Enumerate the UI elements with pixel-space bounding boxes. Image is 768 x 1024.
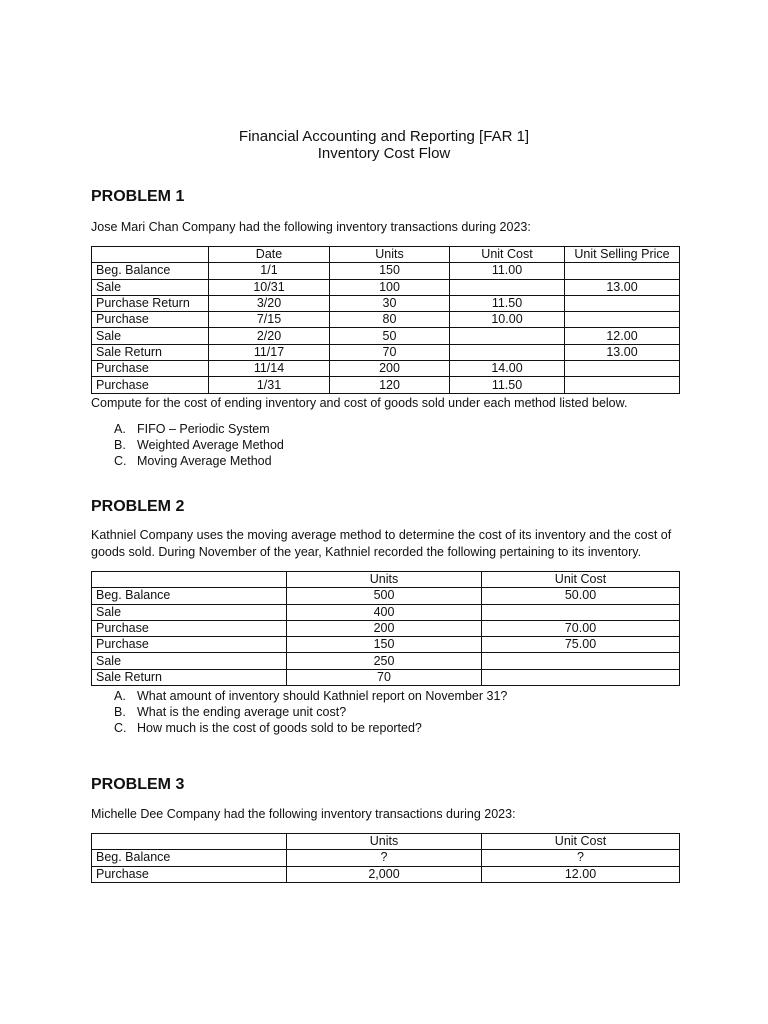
table-cell: 50.00: [482, 588, 680, 604]
table-cell: Sale Return: [92, 344, 209, 360]
table-cell: 10/31: [209, 279, 330, 295]
table-cell: [482, 604, 680, 620]
table-header-row: [92, 247, 680, 263]
list-item: [114, 437, 284, 453]
table-cell: [565, 312, 680, 328]
list-text: Weighted Average Method: [137, 438, 284, 453]
topic-title: Inventory Cost Flow: [317, 145, 451, 162]
table-row: [92, 669, 680, 685]
list-text: What is the ending average unit cost?: [137, 705, 347, 720]
list-text: Moving Average Method: [137, 454, 272, 469]
table-cell: 70.00: [482, 620, 680, 636]
table-cell: [565, 263, 680, 279]
table-cell: 11.00: [450, 263, 565, 279]
table-row: [92, 620, 680, 636]
table-cell: 400: [287, 604, 482, 620]
problem-2-questions-list: [114, 688, 507, 737]
list-text: FIFO – Periodic System: [137, 422, 270, 436]
list-item: [114, 421, 284, 437]
table-cell: 7/15: [209, 312, 330, 328]
table-header-row: [92, 572, 680, 588]
table-cell: 1/1: [209, 263, 330, 279]
table-cell: 200: [287, 620, 482, 636]
problem-1-methods-list: [114, 421, 284, 470]
table-cell: 150: [287, 637, 482, 653]
table-header-cell: Unit Cost: [482, 834, 680, 850]
list-item: [114, 688, 507, 704]
table-cell: 1/31: [209, 377, 330, 393]
table-cell: ?: [287, 850, 482, 866]
table-cell: Purchase: [92, 377, 209, 393]
table-row: [92, 361, 680, 377]
problem-1-table: [91, 246, 680, 394]
table-cell: 12.00: [482, 866, 680, 882]
table-cell: 11.50: [450, 377, 565, 393]
table-cell: Purchase: [92, 637, 287, 653]
table-cell: 11.50: [450, 295, 565, 311]
table-cell: Beg. Balance: [92, 850, 287, 866]
table-row: [92, 653, 680, 669]
table-cell: 200: [330, 361, 450, 377]
table-cell: Purchase: [92, 312, 209, 328]
table-cell: 2/20: [209, 328, 330, 344]
list-marker: C.: [114, 721, 127, 736]
table-row: [92, 279, 680, 295]
list-marker: A.: [114, 689, 126, 703]
list-marker: B.: [114, 438, 126, 453]
table-row: [92, 377, 680, 393]
table-cell: 12.00: [565, 328, 680, 344]
table-cell: 2,000: [287, 866, 482, 882]
table-cell: 30: [330, 295, 450, 311]
list-marker: C.: [114, 454, 127, 469]
table-row: [92, 866, 680, 882]
list-item: [114, 453, 284, 469]
list-marker: A.: [114, 422, 126, 436]
table-header-cell: Units: [287, 572, 482, 588]
table-cell: 3/20: [209, 295, 330, 311]
table-cell: [482, 669, 680, 685]
table-cell: 100: [330, 279, 450, 295]
table-cell: Purchase: [92, 866, 287, 882]
table-cell: 70: [330, 344, 450, 360]
table-header-cell: Unit Cost: [450, 247, 565, 263]
list-item: [114, 720, 507, 736]
table-cell: 75.00: [482, 637, 680, 653]
problem-1-title: PROBLEM 1: [91, 188, 185, 205]
table-cell: 13.00: [565, 344, 680, 360]
problem-3-table: [91, 833, 680, 883]
table-cell: Sale Return: [92, 669, 287, 685]
table-header-cell: Unit Cost: [482, 572, 680, 588]
table-cell: 250: [287, 653, 482, 669]
table-row: [92, 328, 680, 344]
table-cell: Beg. Balance: [92, 263, 209, 279]
table-cell: Beg. Balance: [92, 588, 287, 604]
table-cell: 10.00: [450, 312, 565, 328]
table-cell: 13.00: [565, 279, 680, 295]
table-header-cell: Units: [330, 247, 450, 263]
problem-3-intro: Michelle Dee Company had the following inventory transactions during 2023:: [91, 807, 516, 821]
table-cell: 50: [330, 328, 450, 344]
table-row: [92, 604, 680, 620]
document-header: [0, 128, 768, 162]
table-cell: 120: [330, 377, 450, 393]
table-cell: [565, 361, 680, 377]
table-cell: [565, 295, 680, 311]
list-marker: B.: [114, 705, 126, 720]
table-cell: Sale: [92, 604, 287, 620]
problem-2-title: PROBLEM 2: [91, 498, 185, 515]
table-cell: Purchase: [92, 620, 287, 636]
table-cell: [482, 653, 680, 669]
table-cell: ?: [482, 850, 680, 866]
table-row: [92, 295, 680, 311]
table-cell: 70: [287, 669, 482, 685]
table-header-row: [92, 834, 680, 850]
table-cell: [565, 377, 680, 393]
table-cell: Sale: [92, 328, 209, 344]
problem-1-instruction: Compute for the cost of ending inventory and cost of goods sold under each method listed below.: [91, 396, 628, 410]
table-row: [92, 588, 680, 604]
table-header-cell: Unit Selling Price: [565, 247, 680, 263]
table-header-cell: Date: [209, 247, 330, 263]
problem-2-intro: Kathniel Company uses the moving average method to determine the cost of its inventory and the cost of goods sold. During November of the year, Kathniel recorded the following pertaining to its inventory.: [91, 528, 672, 559]
course-title: Financial Accounting and Reporting [FAR 1]: [238, 128, 530, 145]
table-row: [92, 263, 680, 279]
list-item: [114, 704, 507, 720]
problem-3-title: PROBLEM 3: [91, 776, 185, 793]
table-row: [92, 637, 680, 653]
list-text: How much is the cost of goods sold to be reported?: [137, 721, 422, 736]
table-cell: Sale: [92, 653, 287, 669]
table-header-cell: [92, 247, 209, 263]
problem-1-intro: Jose Mari Chan Company had the following inventory transactions during 2023:: [91, 220, 531, 234]
table-cell: Purchase: [92, 361, 209, 377]
table-cell: 11/17: [209, 344, 330, 360]
table-cell: 80: [330, 312, 450, 328]
problem-2-table: [91, 571, 680, 686]
table-cell: 14.00: [450, 361, 565, 377]
table-cell: Sale: [92, 279, 209, 295]
table-row: [92, 344, 680, 360]
table-header-cell: [92, 572, 287, 588]
table-cell: Purchase Return: [92, 295, 209, 311]
table-cell: [450, 328, 565, 344]
table-cell: 11/14: [209, 361, 330, 377]
table-cell: [450, 279, 565, 295]
table-cell: 150: [330, 263, 450, 279]
table-cell: [450, 344, 565, 360]
table-cell: 500: [287, 588, 482, 604]
table-row: [92, 312, 680, 328]
list-text: What amount of inventory should Kathniel report on November 31?: [137, 689, 508, 703]
table-header-cell: [92, 834, 287, 850]
table-row: [92, 850, 680, 866]
table-header-cell: Units: [287, 834, 482, 850]
